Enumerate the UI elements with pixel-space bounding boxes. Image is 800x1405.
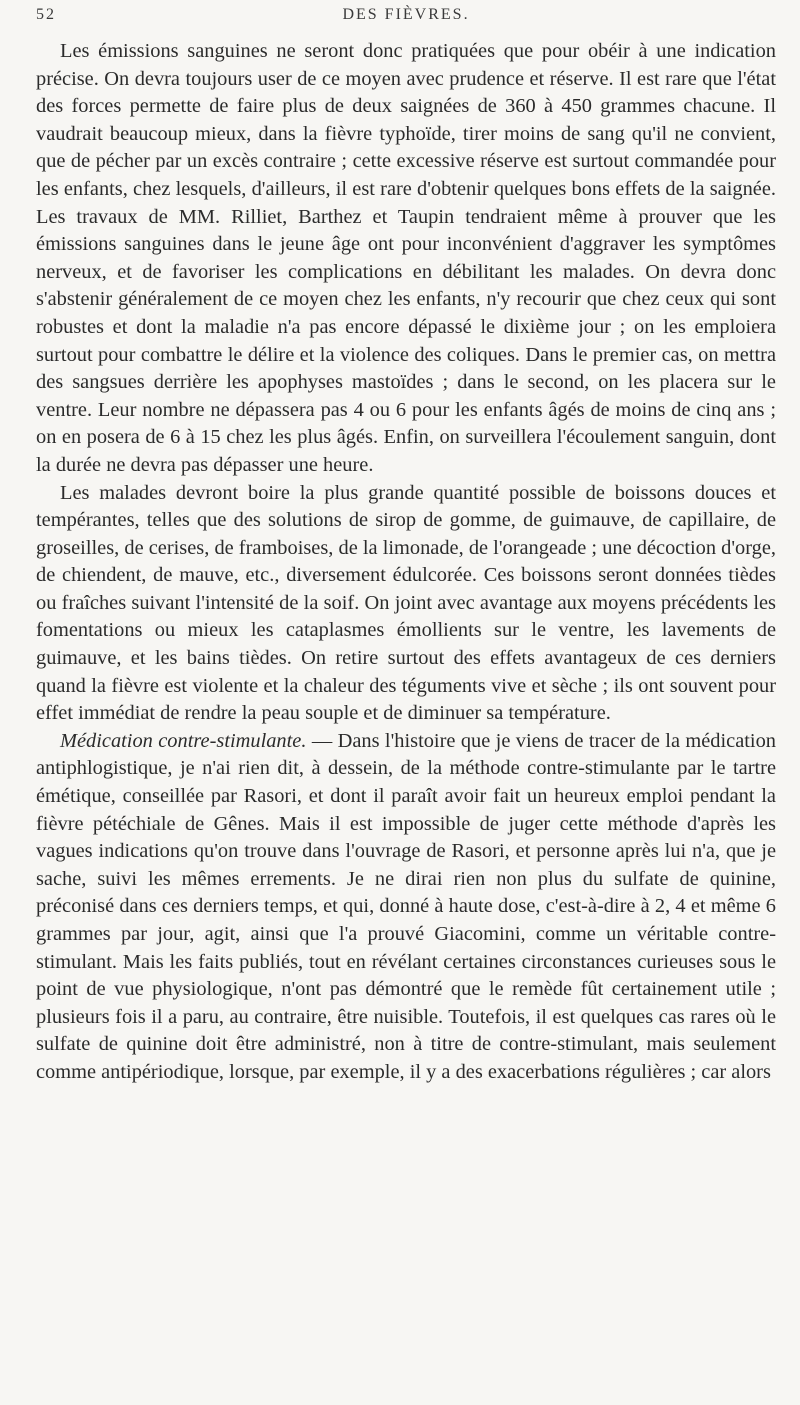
book-page <box>36 0 776 1405</box>
running-head <box>36 0 776 38</box>
paragraph-beverages: Les malades devront boire la plus grande quantité possible de boissons douces et tempérantes, telles que des solutions de sirop de gomme, de guimauve, de capillaire, de groseilles, de cerises, de framboises, de la limonade, de l'orangeade ; une décoction d'orge, de chiendent, de mauve, etc., diversement édulcorée. Ces boissons seront données tièdes ou fraîches suivant l'intensité de la soif. On joint avec avantage aux moyens précédents les fomentations ou mieux les cataplasmes émollients sur le ventre, les lavements de guimauve, et les bains tièdes. On retire surtout des effets avantageux de ces derniers quand la fièvre est violente et la chaleur des téguments vive et sèche ; ils ont souvent pour effet immédiat de rendre la peau souple et de diminuer sa température. <box>36 481 776 725</box>
paragraph-counter-stimulant-text: — Dans l'histoire que je viens de tracer de la médication antiphlogistique, je n'ai rien dit, à dessein, de la méthode contre-stimulante par le tartre émétique, conseillée par Rasori, et dont il paraît avoir fait un heureux emploi pendant la fièvre pétéchiale de Gênes. Mais il est impossible de juger cette méthode d'après les vagues indications qu'on trouve dans l'ouvrage de Rasori, et personne après lui n'a, que je sache, suivi les mêmes errements. Je ne dirai rien non plus du sulfate de quinine, préconisé dans ces derniers temps, et qui, donné à haute dose, c'est-à-dire à 2, 4 et même 6 grammes par jour, agit, ainsi que l'a prouvé Giacomini, comme un véritable contre-stimulant. Mais les faits publiés, tout en révélant certaines circonstances curieuses sous le point de vue physiologique, n'ont pas démontré que le remède fût certainement utile ; plusieurs fois il a paru, au contraire, être nuisible. Toutefois, il est quelques cas rares où le sulfate de quinine doit être administré, non à titre de contre-stimulant, mais seulement comme antipériodique, lorsque, par exemple, il y a des exacerbations régulières ; car alors <box>36 729 776 1083</box>
page-number: 52 <box>36 6 56 23</box>
paragraph-bloodletting: Les émissions sanguines ne seront donc pratiquées que pour obéir à une indication précise. On devra toujours user de ce moyen avec prudence et réserve. Il est rare que l'état des forces permette de faire plus de deux saignées de 360 à 450 grammes chacune. Il vaudrait beaucoup mieux, dans la fièvre typhoïde, tirer moins de sang qu'il ne convient, que de pécher par un excès contraire ; cette excessive réserve est surtout commandée pour les enfants, chez lesquels, d'ailleurs, il est rare d'obtenir quelques bons effets de la saignée. Les travaux de MM. Rilliet, Barthez et Taupin tendraient même à prouver que les émissions sanguines dans le jeune âge ont pour inconvénient d'aggraver les symptômes nerveux, et de favoriser les complications en débilitant les malades. On devra donc s'abstenir généralement de ce moyen chez les enfants, n'y recourir que chez ceux qui sont robustes et dont la maladie n'a pas encore dépassé le dixième jour ; on les emploiera surtout pour combattre le délire et la violence des coliques. Dans le premier cas, on mettra des sangsues derrière les apophyses mastoïdes ; dans le second, on les placera sur le ventre. Leur nombre ne dépassera pas 4 ou 6 pour les enfants âgés de moins de cinq ans ; on en posera de 6 à 15 chez les plus âgés. Enfin, on surveillera l'écoulement sanguin, dont la durée ne devra pas dépasser une heure. <box>36 40 776 476</box>
body-text <box>36 38 776 1087</box>
running-title: DES FIÈVRES. <box>342 6 470 23</box>
paragraph-counter-stimulant <box>36 728 776 1087</box>
section-heading-counter-stimulant: Médication contre-stimulante. <box>60 729 307 752</box>
